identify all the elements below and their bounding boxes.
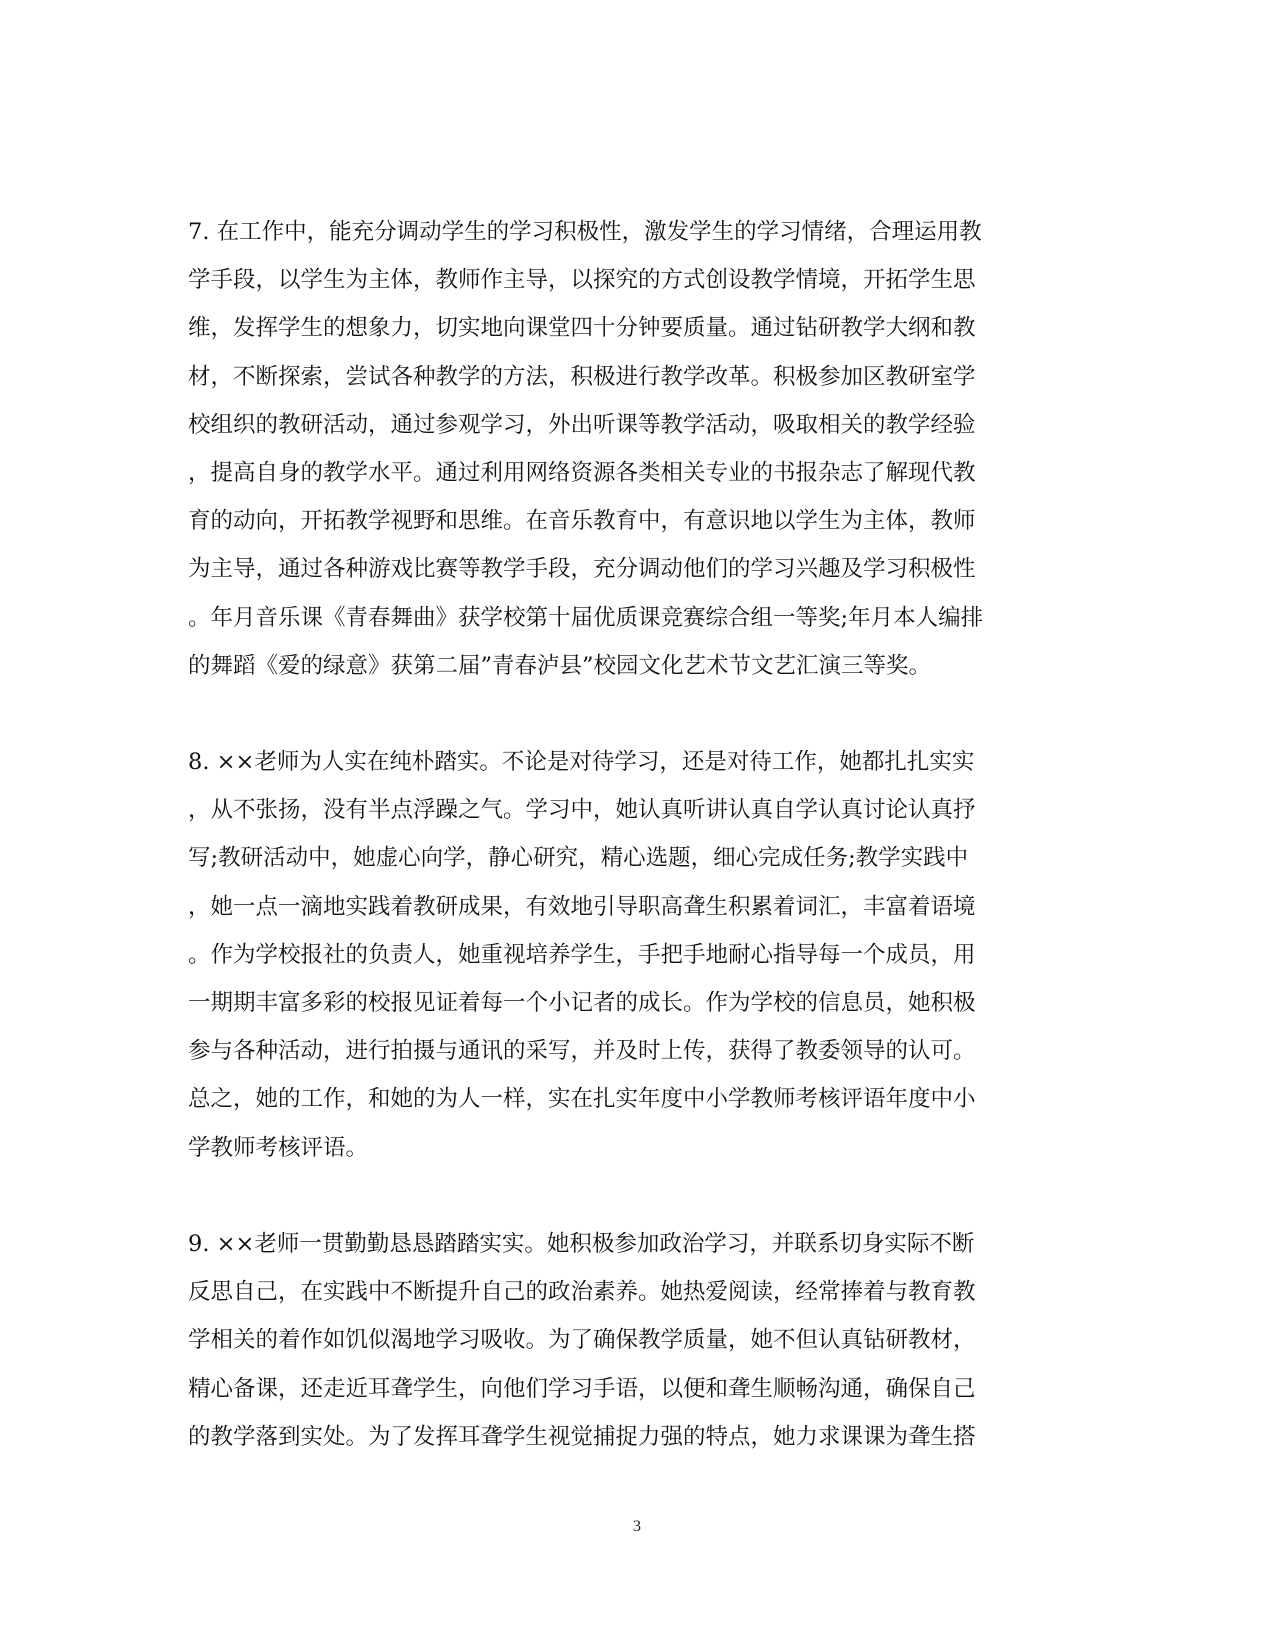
page-number: 3 <box>633 1518 641 1535</box>
text-line: 反思自己，在实践中不断提升自己的政治素养。她热爱阅读，经常捧着与教育教 <box>188 1279 976 1306</box>
paragraph-8 <box>188 738 1068 1172</box>
text-line: 7. 在工作中，能充分调动学生的学习积极性，激发学生的学习情绪，合理运用教 <box>188 219 982 245</box>
text-line: 校组织的教研活动，通过参观学习，外出听课等教学活动，吸取相关的教学经验 <box>188 411 976 438</box>
text-line: 精心备课，还走近耳聋学生，向他们学习手语，以便和聋生顺畅沟通，确保自己 <box>188 1375 976 1402</box>
text-line: 9. ××老师一贯勤勤恳恳踏踏实实。她积极参加政治学习，并联系切身实际不断 <box>188 1230 975 1257</box>
text-line: 材，不断探索，尝试各种教学的方法，积极进行教学改革。积极参加区教研室学 <box>188 363 976 390</box>
text-line: ，从不张扬，没有半点浮躁之气。学习中，她认真听讲认真自学认真讨论认真抒 <box>188 797 976 824</box>
paragraph-7 <box>188 208 1068 690</box>
text-line: 总之，她的工作，和她的为人一样，实在扎实年度中小学教师考核评语年度中小 <box>188 1086 976 1113</box>
text-line: 为主导，通过各种游戏比赛等教学手段，充分调动他们的学习兴趣及学习积极性 <box>188 556 976 583</box>
text-line: 。年月音乐课《青春舞曲》获学校第十届优质课竞赛综合组一等奖;年月本人编排 <box>188 604 984 631</box>
text-line: 一期期丰富多彩的校报见证着每一个小记者的成长。作为学校的信息员，她积极 <box>188 990 976 1016</box>
text-line: 的舞蹈《爱的绿意》获第二届”青春泸县”校园文化艺术节文艺汇演三等奖。 <box>188 652 932 679</box>
text-line: 维，发挥学生的想象力，切实地向课堂四十分钟要质量。通过钻研教学大纲和教 <box>188 315 976 342</box>
text-line: 学相关的着作如饥似渴地学习吸收。为了确保教学质量，她不但认真钻研教材， <box>188 1327 976 1354</box>
document-body <box>188 208 1068 1461</box>
text-line: 学手段，以学生为主体，教师作主导，以探究的方式创设教学情境，开拓学生思 <box>188 267 976 294</box>
text-line: 。作为学校报社的负责人，她重视培养学生，手把手地耐心指导每一个成员，用 <box>188 941 976 968</box>
paragraph-9 <box>188 1220 1068 1461</box>
text-line: 8. ××老师为人实在纯朴踏实。不论是对待学习，还是对待工作，她都扎扎实实 <box>188 749 975 776</box>
text-line: ，提高自身的教学水平。通过利用网络资源各类相关专业的书报杂志了解现代教 <box>188 459 976 486</box>
text-line: ，她一点一滴地实践着教研成果，有效地引导职高聋生积累着词汇，丰富着语境 <box>188 893 976 920</box>
text-line: 育的动向，开拓教学视野和思维。在音乐教育中，有意识地以学生为主体，教师 <box>188 508 976 535</box>
text-line: 学教师考核评语。 <box>188 1134 369 1161</box>
text-line: 写;教研活动中，她虚心向学，静心研究，精心选题，细心完成任务;教学实践中 <box>188 845 969 872</box>
text-line: 参与各种活动，进行拍摄与通讯的采写，并及时上传，获得了教委领导的认可。 <box>188 1038 976 1065</box>
text-line: 的教学落到实处。为了发挥耳聋学生视觉捕捉力强的特点，她力求课课为聋生搭 <box>188 1423 976 1450</box>
